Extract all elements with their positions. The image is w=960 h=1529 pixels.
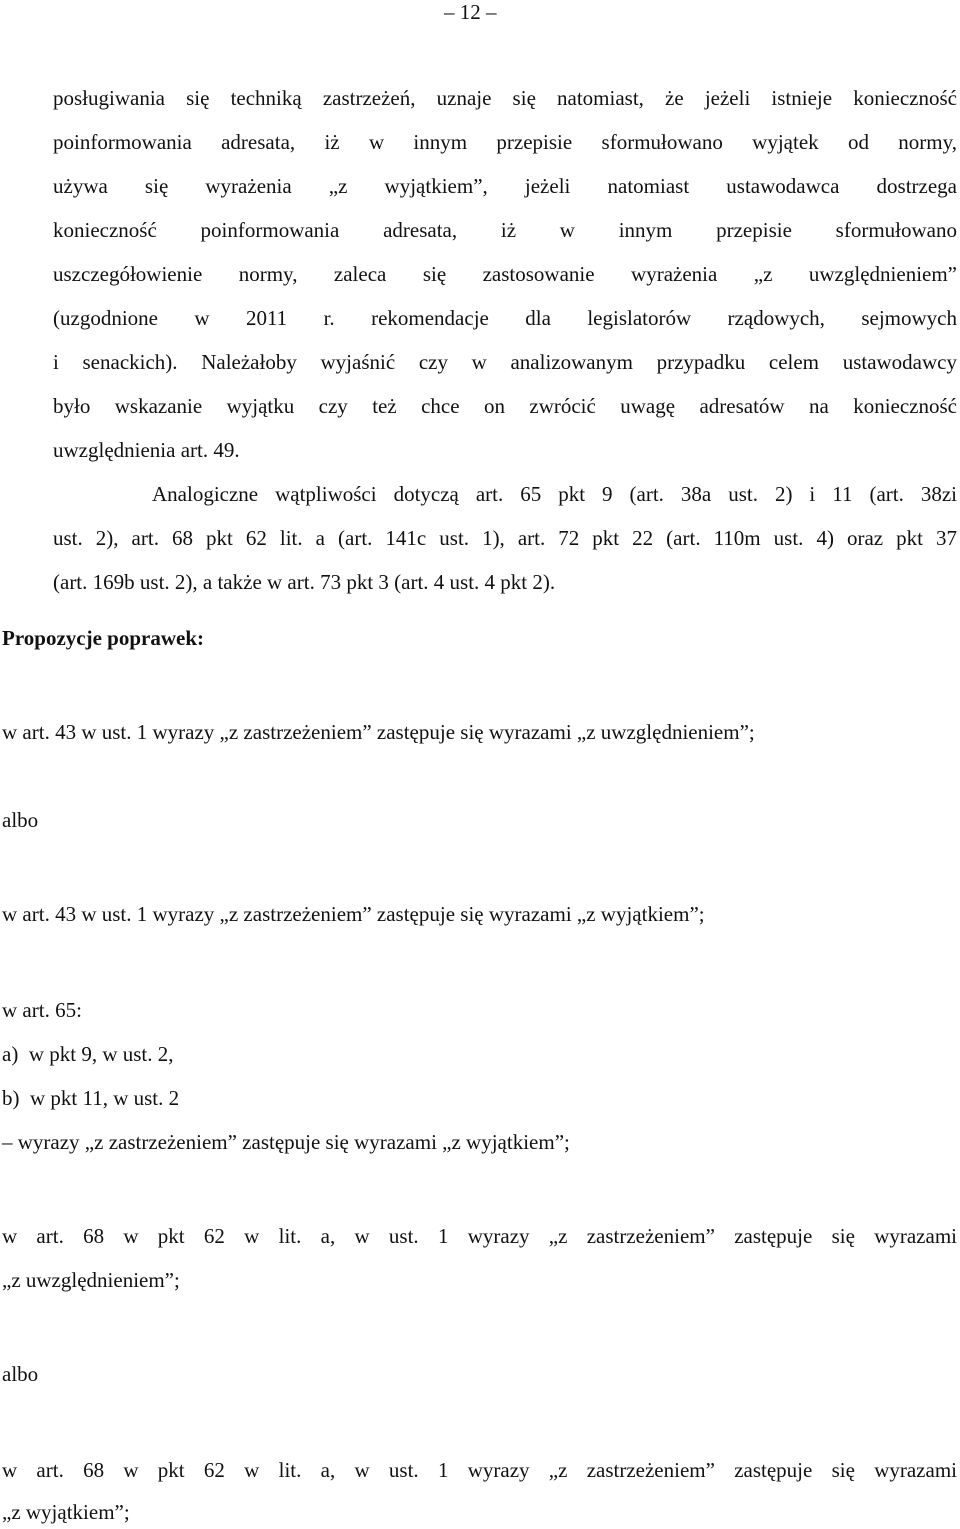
- paragraph-line: poinformowania adresata, iż w innym przepisie sformułowano wyjątek od normy,: [53, 130, 957, 154]
- amendment-text: w art. 68 w pkt 62 w lit. a, w ust. 1 wyrazy „z zastrzeżeniem” zastępuje się wyrazami: [2, 1458, 957, 1482]
- paragraph-line: posługiwania się techniką zastrzeżeń, uznaje się natomiast, że jeżeli istnieje konieczność: [53, 86, 957, 110]
- paragraph-line: (uzgodnione w 2011 r. rekomendacje dla legislatorów rządowych, sejmowych: [53, 306, 957, 330]
- paragraph-line: używa się wyrażenia „z wyjątkiem”, jeżeli natomiast ustawodawca dostrzega: [53, 174, 957, 198]
- paragraph-line: konieczność poinformowania adresata, iż w innym przepisie sformułowano: [53, 218, 957, 242]
- paragraph-line: Analogiczne wątpliwości dotyczą art. 65 pkt 9 (art. 38a ust. 2) i 11 (art. 38zi: [152, 482, 957, 506]
- paragraph-line: było wskazanie wyjątku czy też chce on zwrócić uwagę adresatów na konieczność: [53, 394, 957, 418]
- amendment-text: – wyrazy „z zastrzeżeniem” zastępuje się wyrazami „z wyjątkiem”;: [2, 1130, 570, 1154]
- amendment-text: w art. 43 w ust. 1 wyrazy „z zastrzeżeniem” zastępuje się wyrazami „z wyjątkiem”;: [2, 902, 705, 926]
- alternative-label: albo: [2, 1362, 39, 1386]
- amendment-text: „z uwzględnieniem”;: [2, 1268, 180, 1292]
- alternative-label: albo: [2, 808, 39, 832]
- amendment-point: b) w pkt 11, w ust. 2: [2, 1086, 180, 1110]
- amendment-point: a) w pkt 9, w ust. 2,: [2, 1042, 174, 1066]
- paragraph-line: uwzględnienia art. 49.: [53, 438, 240, 462]
- paragraph-line: uszczegółowienie normy, zaleca się zastosowanie wyrażenia „z uwzględnieniem”: [53, 262, 957, 286]
- paragraph-line: i senackich). Należałoby wyjaśnić czy w analizowanym przypadku celem ustawodawcy: [53, 350, 957, 374]
- paragraph-line: ust. 2), art. 68 pkt 62 lit. a (art. 141c ust. 1), art. 72 pkt 22 (art. 110m ust. 4) oraz pkt 37: [53, 526, 957, 550]
- page-number: – 12 –: [444, 0, 497, 24]
- amendment-intro: w art. 65:: [2, 998, 82, 1022]
- paragraph-line: (art. 169b ust. 2), a także w art. 73 pkt 3 (art. 4 ust. 4 pkt 2).: [53, 570, 556, 594]
- amendment-text: w art. 68 w pkt 62 w lit. a, w ust. 1 wyrazy „z zastrzeżeniem” zastępuje się wyrazami: [2, 1224, 957, 1248]
- section-heading: Propozycje poprawek:: [2, 626, 204, 650]
- amendment-text: „z wyjątkiem”;: [2, 1500, 130, 1524]
- amendment-text: w art. 43 w ust. 1 wyrazy „z zastrzeżeniem” zastępuje się wyrazami „z uwzględnieniem”;: [2, 720, 755, 744]
